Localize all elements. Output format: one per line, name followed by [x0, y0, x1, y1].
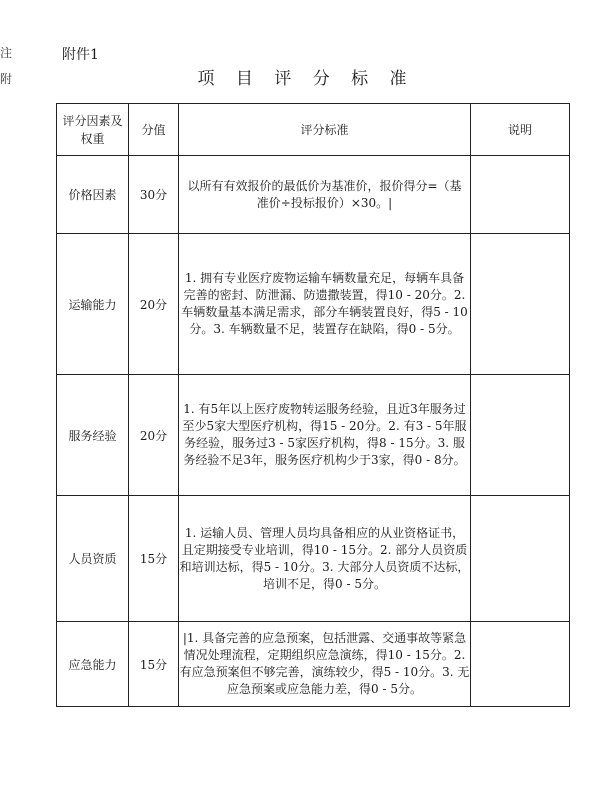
- table-row: [57, 622, 570, 707]
- note-cell: [471, 156, 570, 234]
- factor-cell: 运输能力: [57, 234, 129, 375]
- note-cell: [471, 622, 570, 707]
- scoring-table: [56, 103, 570, 707]
- attachment-label: 附件1: [62, 47, 99, 63]
- note-cell: [471, 496, 570, 622]
- table-row: [57, 156, 570, 234]
- score-cell: 15分: [129, 622, 179, 707]
- factor-cell: 人员资质: [57, 496, 129, 622]
- criteria-cell: 1. 拥有专业医疗废物运输车辆数量充足，每辆车具备完善的密封、防泄漏、防遗撒装置，得10 - 20分。2. 车辆数量基本满足需求，部分车辆装置良好，得5 - 10分。3. 车辆数量不足，装置存在缺陷，得0 - 5分。: [179, 234, 471, 375]
- table-row: [57, 234, 570, 375]
- criteria-cell: 以所有有效报价的最低价为基准价，报价得分=（基准价÷投标报价）×30。|: [179, 156, 471, 234]
- score-cell: 20分: [129, 234, 179, 375]
- table-row: [57, 375, 570, 496]
- header-criteria: 评分标准: [179, 104, 471, 156]
- table-header-row: [57, 104, 570, 156]
- header-factor: 评分因素及权重: [57, 104, 129, 156]
- criteria-cell: 1. 有5年以上医疗废物转运服务经验，且近3年服务过至少5家大型医疗机构，得15 - 20分。2. 有3 - 5年服务经验，服务过3 - 5家医疗机构，得8 - 15分。3. 服务经验不足3年，服务医疗机构少于3家，得0 - 8分。: [179, 375, 471, 496]
- factor-cell: 服务经验: [57, 375, 129, 496]
- score-cell: 15分: [129, 496, 179, 622]
- margin-mark: 附: [0, 72, 13, 86]
- note-cell: [471, 375, 570, 496]
- note-cell: [471, 234, 570, 375]
- criteria-cell: |1. 具备完善的应急预案，包括泄露、交通事故等紧急情况处理流程，定期组织应急演练，得10 - 15分。2. 有应急预案但不够完善，演练较少，得5 - 10分。3. 无应急预案或应急能力差，得0 - 5分。: [179, 622, 471, 707]
- header-score: 分值: [129, 104, 179, 156]
- factor-cell: 价格因素: [57, 156, 129, 234]
- score-cell: 30分: [129, 156, 179, 234]
- score-cell: 20分: [129, 375, 179, 496]
- header-note: 说明: [471, 104, 570, 156]
- factor-cell: 应急能力: [57, 622, 129, 707]
- page-title: 项 目 评 分 标 准: [197, 69, 415, 89]
- criteria-cell: 1. 运输人员、管理人员均具备相应的从业资格证书，且定期接受专业培训，得10 - 15分。2. 部分人员资质和培训达标，得5 - 10分。3. 大部分人员资质不达标，培训不足，得0 - 5分。: [179, 496, 471, 622]
- margin-mark: 注: [0, 46, 13, 60]
- table-row: [57, 496, 570, 622]
